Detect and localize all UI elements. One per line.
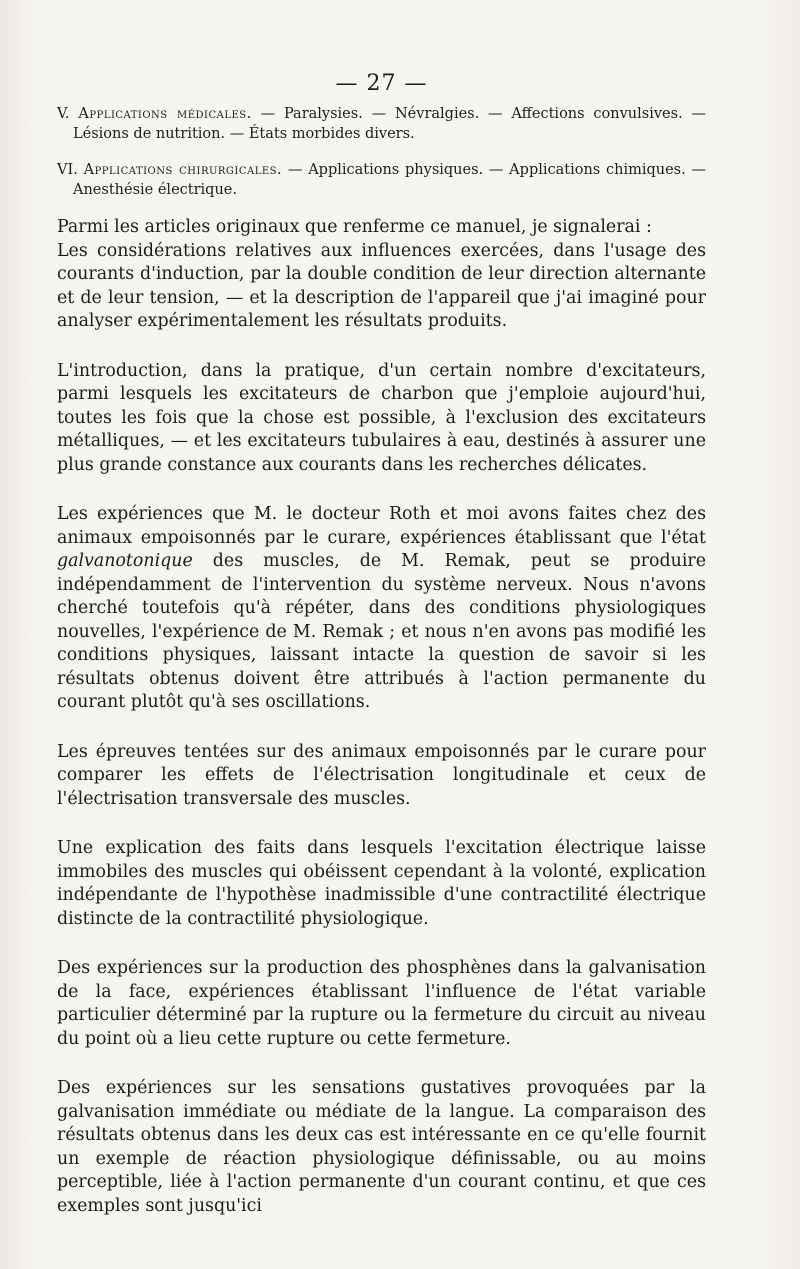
toc-item-6 (57, 160, 706, 200)
toc-rest: — Applications physiques. — Applications chimiques. — Anesthésie électrique. (73, 162, 707, 198)
paragraph-gustatives: Des expériences sur les sensations gustatives provoquées par la galvanisation immédiate ou médiate de la langue. La comparaison des résultats obtenus dans les deux cas est intéressante en ce qu'elle fournit un exemple de réaction physiologique définissable, ou au moins perceptible, liée à l'action permanente d'un courant continu, et que ces exemples sont jusqu'ici (57, 1078, 706, 1216)
paragraph-induction: Les considérations relatives aux influences exercées, dans l'usage des courants d'induction, par la double condition de leur direction alternante et de leur tension, — et la description de l'appareil que j'ai imaginé pour analyser expérimentalement les résultats produits. (57, 240, 706, 331)
toc-rest: — Paralysies. — Névralgies. — Affections convulsives. — Lésions de nutrition. — États morbides divers. (73, 106, 707, 142)
paragraph-text-after: des muscles, de M. Remak, peut se produire indépendamment de l'intervention du système nerveux. Nous n'avons cherché toutefois qu'à répéter, dans des conditions physiologiques nouvelles, l'expérience de M. Remak ; et nous n'en avons pas modifié les conditions physiques, laissant intacte la question de savoir si les résultats obtenus doivent être attribués à l'action permanente du courant plutôt qu'à ses oscillations. (57, 551, 706, 712)
paragraph-excitateurs: L'introduction, dans la pratique, d'un certain nombre d'excitateurs, parmi lesquels les excitateurs de charbon que j'emploie aujourd'hui, toutes les fois que la chose est possible, à l'exclusion des excitateurs métalliques, — et les excitateurs tubulaires à eau, destinés à assurer une plus grande constance aux courants dans les recherches délicates. (57, 360, 706, 475)
toc-heading: Applications médicales. (78, 106, 252, 122)
toc-heading: Applications chirurgicales. (83, 162, 283, 178)
paragraph-explication: Une explication des faits dans lesquels l'excitation électrique laisse immobiles des muscles qui obéissent cependant à la volonté, explication indépendante de l'hypothèse inadmissible d'une contractilité électrique distincte de la contractilité physiologique. (57, 838, 706, 929)
paragraph-text-before: Les expériences que M. le docteur Roth et moi avons faites chez des animaux empoisonnés par le curare, expériences établissant que l'état (57, 504, 706, 548)
paragraph-epreuves: Les épreuves tentées sur des animaux empoisonnés par le curare pour comparer les effets de l'électrisation longitudinale et ceux de l'électrisation transversale des muscles. (57, 741, 706, 809)
toc-item-5 (57, 104, 706, 144)
toc-numeral: VI. (57, 162, 78, 178)
paragraph-phosphenes: Des expériences sur la production des phosphènes dans la galvanisation de la face, expériences établissant l'influence de l'état variable particulier déterminé par la rupture ou la fermeture du circuit au niveau du point où a lieu cette rupture ou cette fermeture. (57, 958, 706, 1049)
intro-sentence: Parmi les articles originaux que renferme ce manuel, je signalerai : (57, 217, 652, 237)
paragraph-curare-roth (57, 503, 706, 715)
italic-term: galvanotonique (57, 551, 193, 571)
toc-numeral: V. (57, 106, 70, 122)
page-number: — 27 — (335, 71, 428, 96)
